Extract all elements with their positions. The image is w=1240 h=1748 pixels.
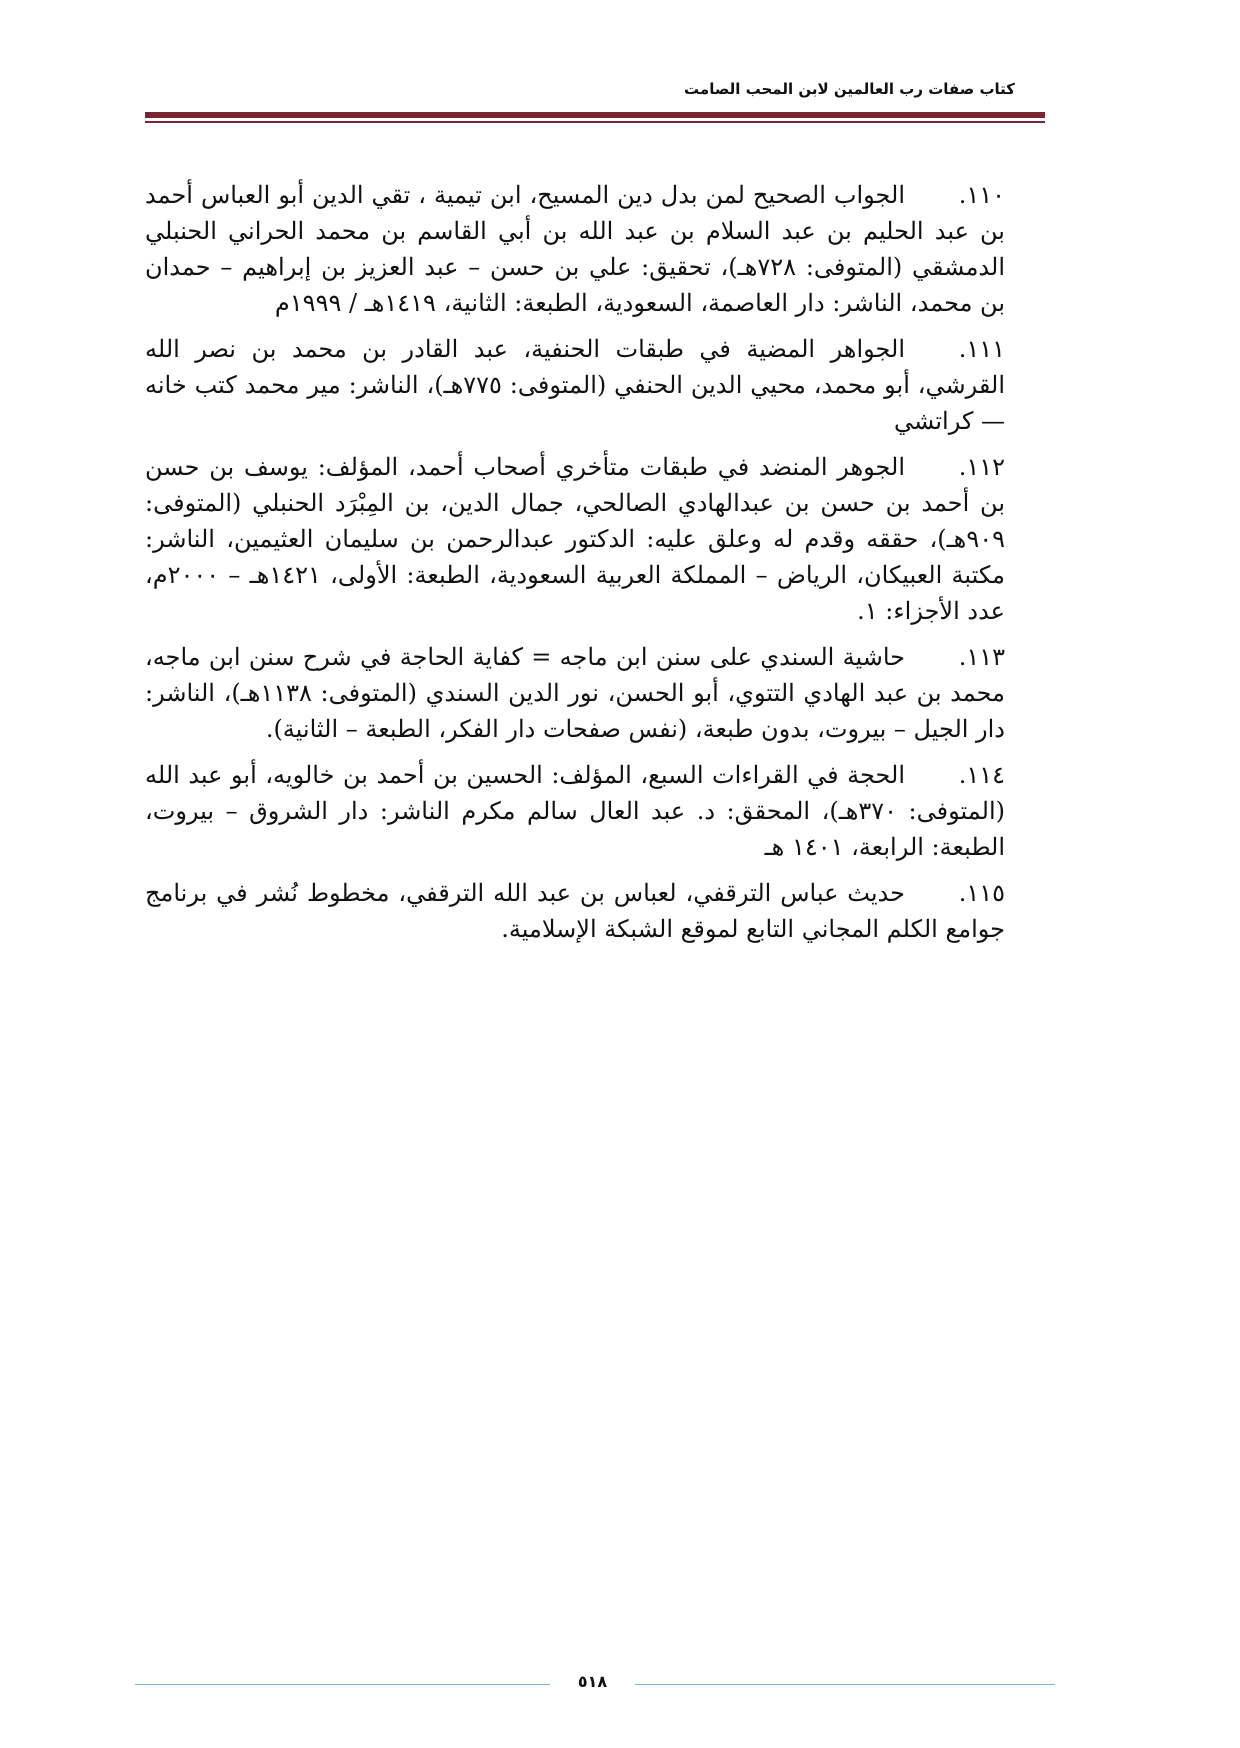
entry-text: حديث عباس الترقفي، لعباس بن عبد الله الترقفي، مخطوط نُشر في برنامج جوامع الكلم المجاني التابع لموقع الشبكة الإسلامية. [145, 879, 1005, 943]
bibliography-entry-111 [145, 331, 1005, 439]
entry-text: الجواهر المضية في طبقات الحنفية، عبد القادر بن محمد بن نصر الله القرشي، أبو محمد، محيي الدين الحنفي (المتوفى: ٧٧٥هـ)، الناشر: مير محمد كتب خانه — كراتشي [145, 335, 1005, 435]
entry-number: ١١٤. [958, 761, 1005, 789]
entry-number: ١١٢. [958, 453, 1005, 481]
entry-number: ١١٣. [958, 643, 1005, 671]
bibliography-list [145, 177, 1005, 957]
entry-text: حاشية السندي على سنن ابن ماجه = كفاية الحاجة في شرح سنن ابن ماجه، محمد بن عبد الهادي التتوي، أبو الحسن، نور الدين السندي (المتوفى: ١١٣٨هـ)، الناشر: دار الجيل – بيروت، بدون طبعة، (نفس صفحات دار الفكر، الطبعة – الثانية). [145, 643, 1005, 743]
entry-text: الجوهر المنضد في طبقات متأخري أصحاب أحمد، المؤلف: يوسف بن حسن بن أحمد بن حسن بن عبدالهادي الصالحي، جمال الدين، بن المِبْرَد الحنبلي (المتوفى: ٩٠٩هـ)، حققه وقدم له وعلق عليه: الدكتور عبدالرحمن بن سليمان العثيمين، الناشر: مكتبة العبيكان، الرياض – المملكة العربية السعودية، الطبعة: الأولى، ١٤٢١هـ – ٢٠٠٠م، عدد الأجزاء: ١. [145, 453, 1005, 625]
footer-rule-right [635, 1684, 1055, 1685]
entry-text: الجواب الصحيح لمن بدل دين المسيح، ابن تيمية ، تقي الدين أبو العباس أحمد بن عبد الحليم بن عبد السلام بن عبد الله بن أبي القاسم بن محمد الحراني الحنبلي الدمشقي (المتوفى: ٧٢٨هـ)، تحقيق: علي بن حسن – عبد العزيز بن إبراهيم – حمدان بن محمد، الناشر: دار العاصمة، السعودية، الطبعة: الثانية، ١٤١٩هـ / ١٩٩٩م [145, 181, 1006, 317]
entry-number: ١١٠. [958, 181, 1005, 209]
entry-number: ١١٥. [958, 879, 1005, 907]
bibliography-entry-110 [145, 177, 1005, 321]
header-rule-thin [145, 121, 1045, 123]
running-header-title: كتاب صفات رب العالمين لابن المحب الصامت [684, 80, 1015, 98]
entry-text: الحجة في القراءات السبع، المؤلف: الحسين بن أحمد بن خالويه، أبو عبد الله (المتوفى: ٣٧٠هـ)، المحقق: د. عبد العال سالم مكرم الناشر: دار الشروق – بيروت، الطبعة: الرابعة، ١٤٠١ هـ [145, 761, 1005, 861]
footer-rule-left [135, 1684, 550, 1685]
bibliography-entry-114 [145, 757, 1005, 865]
header-rule [145, 112, 1045, 118]
bibliography-entry-112 [145, 449, 1005, 629]
entry-number: ١١١. [958, 335, 1005, 363]
bibliography-entry-115 [145, 875, 1005, 947]
bibliography-entry-113 [145, 639, 1005, 747]
page-number: ٥١٨ [577, 1672, 608, 1691]
